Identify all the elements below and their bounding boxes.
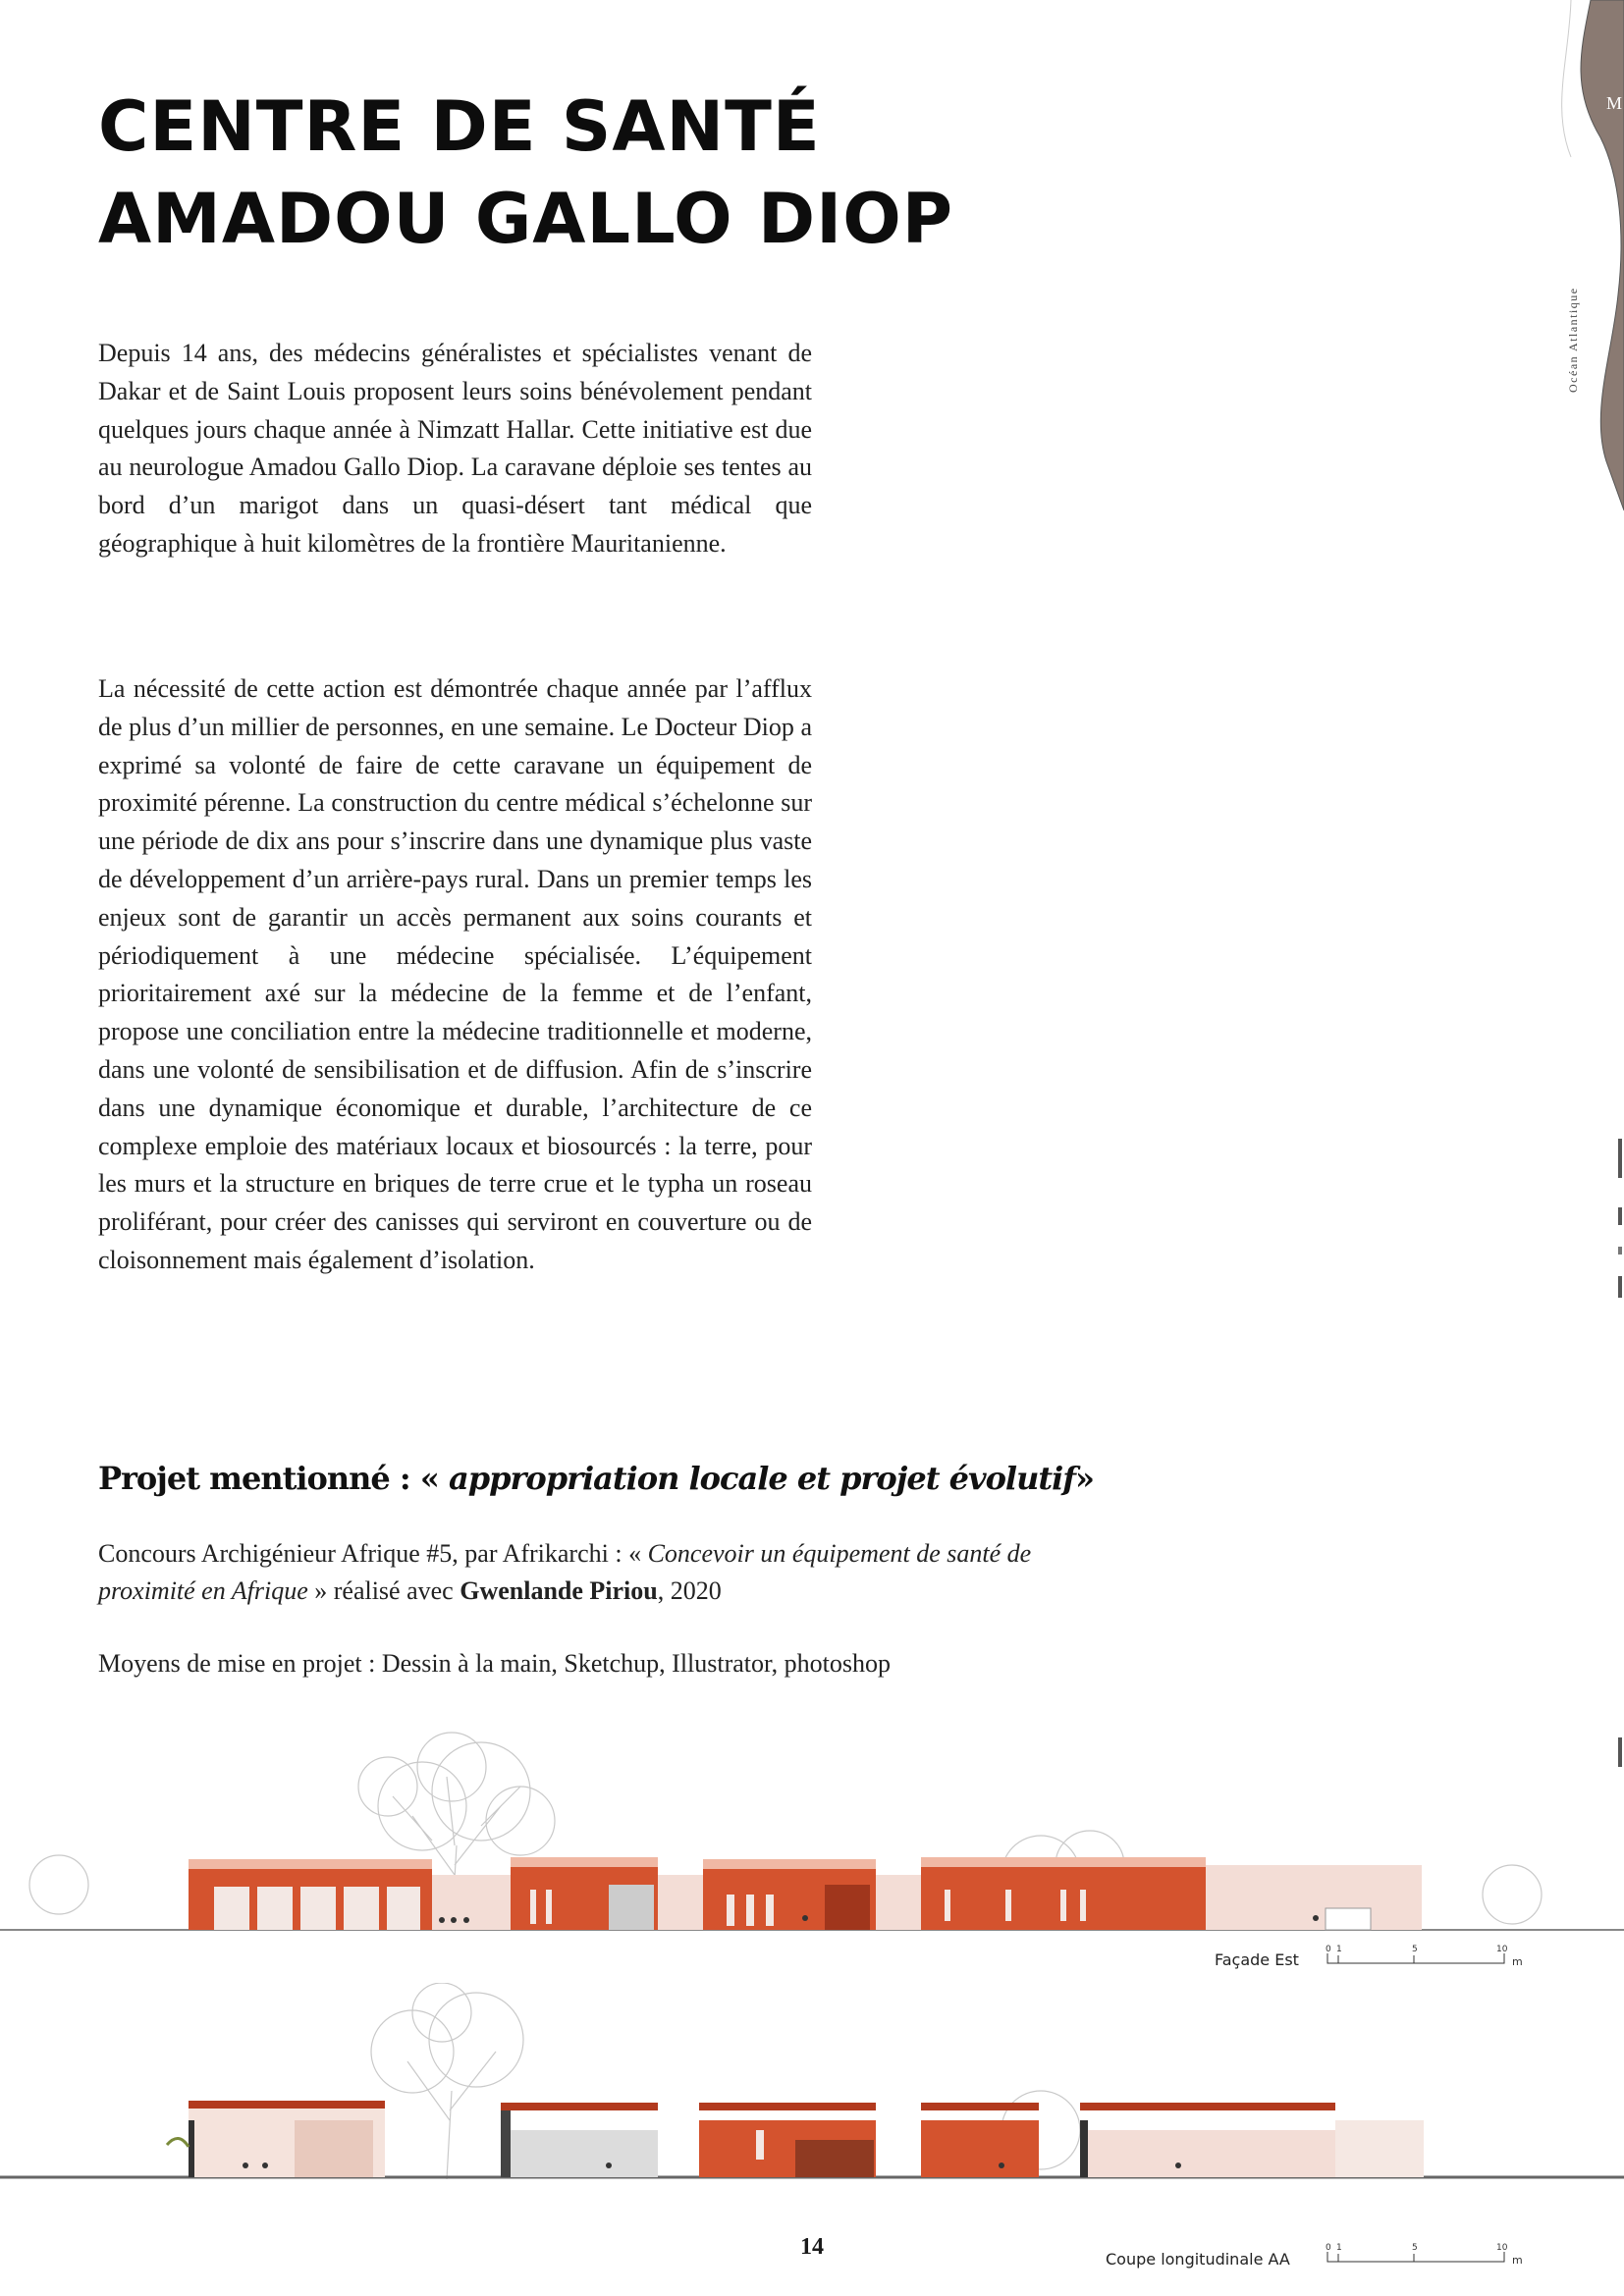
section-scale-bar [1324,2240,1530,2269]
map-ocean-label: Océan Atlantique [1566,287,1580,393]
project-label: Projet mentionné : [98,1460,410,1497]
scale-tick-5: 5 [1412,1945,1418,1954]
facade-scale-bar [1324,1942,1530,1971]
scale-unit: m [1512,2254,1523,2267]
scale-tick-10: 10 [1496,2243,1508,2253]
scale-tick-5: 5 [1412,2243,1418,2253]
contest-partner: Gwenlande Piriou [460,1576,658,1605]
building-block-1 [189,1859,511,1930]
contest-subject: Concevoir un équipement de santé de proximité en Afrique [98,1539,1032,1605]
intro-paragraph: Depuis 14 ans, des médecins généralistes et spécialistes venant de Dakar et de Saint Louis proposent leurs soins bénévolement pendant quelques jours chaque année à Nimzatt Hallar. Cette initiative est due au neurologue Amadou Gallo Diop. La caravane déploie ses tentes au bord d’un marigot dans un quasi-désert tant médical que géographique à huit kilomètres de la frontière Mauritanienne. [98,339,812,558]
title-line-1: CENTRE DE SANTÉ [98,86,821,167]
contest-info [98,1535,1060,1610]
title-line-2: AMADOU GALLO DIOP [98,179,954,259]
section-block-3 [699,2103,876,2177]
map-edge-marks [1616,1129,1624,1816]
building-block-4 [921,1857,1422,1930]
section-block-2 [501,2103,658,2177]
scale-tick-1: 1 [1336,2243,1342,2253]
page-title [98,80,953,265]
page-number: 14 [800,2234,824,2260]
map-fragment [1532,0,1624,530]
scale-tick-1: 1 [1336,1945,1342,1954]
building-block-3 [703,1859,921,1930]
project-name: appropriation locale et projet évolutif [449,1460,1076,1497]
section-block-4 [921,2103,1424,2177]
section-drawing [0,1983,1624,2209]
project-open-quote: « [419,1460,439,1497]
scale-tick-0: 0 [1326,1945,1331,1954]
scale-unit: m [1512,1955,1523,1968]
project-heading [98,1460,1094,1497]
contest-prefix: Concours Archigénieur Afrique #5, par Afrikarchi : « [98,1539,642,1568]
building-block-2 [511,1857,703,1930]
project-close-quote: » [1075,1460,1095,1497]
scale-tick-0: 0 [1326,2243,1331,2253]
section-caption: Coupe longitudinale AA [1106,2250,1290,2269]
contest-suffix: , 2020 [657,1576,722,1605]
project-means: Moyens de mise en projet : Dessin à la main, Sketchup, Illustrator, photoshop [98,1649,891,1678]
scale-tick-10: 10 [1496,1945,1508,1954]
map-corner-letter: M [1606,93,1623,113]
contest-middle: » réalisé avec [314,1576,454,1605]
facade-drawing [0,1728,1624,1944]
description-paragraph: La nécessité de cette action est démontrée chaque année par l’afflux de plus d’un millier de personnes, en une semaine. Le Docteur Diop a exprimé sa volonté de faire de cette caravane un équipement de proximité pérenne. La construction du centre médical s’échelonne sur une période de dix ans pour s’inscrire dans une dynamique plus vaste de développement d’un arrière-pays rural. Dans un premier temps les enjeux sont de garantir un accès permanent aux soins courants et périodiquement à une médecine spécialisée. L’équipement prioritairement axé sur la médecine de la femme et de l’enfant, propose une conciliation entre la médecine traditionnelle et moderne, dans une volonté de sensibilisation et de diffusion. Afin de s’inscrire dans une dynamique économique et durable, l’architecture de ce complexe emploie des matériaux locaux et biosourcés : la terre, pour les murs et la structure en briques de terre crue et le typha un roseau proliférant, pour créer des canisses qui serviront en couverture ou de cloisonnement mais également d’isolation. [98,674,812,1274]
facade-caption: Façade Est [1215,1950,1299,1969]
section-block-1 [189,2101,385,2177]
